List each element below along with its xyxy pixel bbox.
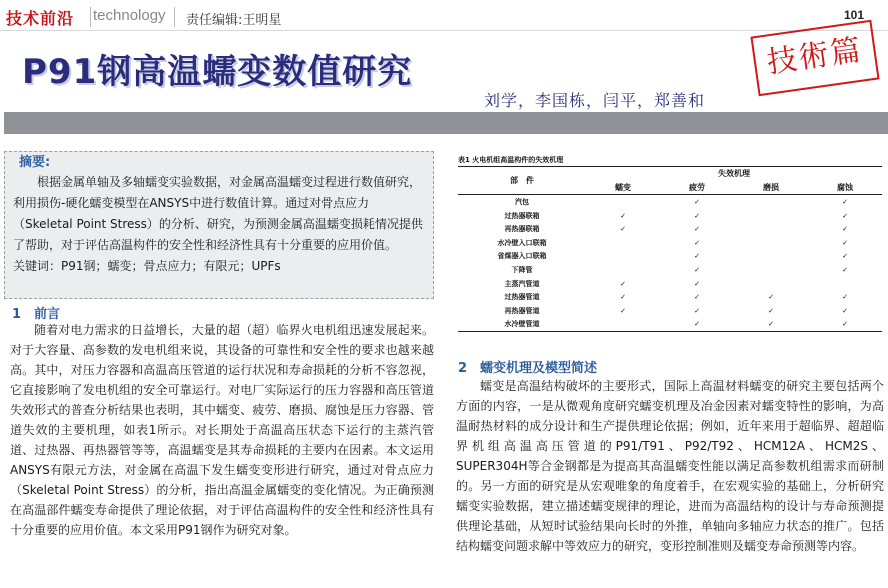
check-mark-icon: ✓ xyxy=(768,306,774,315)
check-mark-icon: ✓ xyxy=(620,279,626,288)
table-row xyxy=(458,277,882,291)
table-row xyxy=(458,304,882,318)
abstract-text: 根据金属单轴及多轴蠕变实验数据，对金属高温蠕变过程进行数值研究，利用损伤-硬化蠕变模型在ANSYS中进行数值计算。通过对骨点应力（Skeletal Point Stress）的分析、研究，为预测金属高温蠕变损耗情况提供了帮助，对于评估高温构件的安全性和经济性具有十分重要的应用价值。 xyxy=(13,175,423,252)
table-cell-part: 过热器管道 xyxy=(504,293,540,302)
check-mark-icon xyxy=(734,209,808,223)
table-row xyxy=(458,290,882,304)
table-header-mechanism: 蠕变 xyxy=(615,182,631,192)
check-mark-icon xyxy=(586,195,660,209)
article-title: P91钢高温蠕变数值研究 xyxy=(22,52,413,92)
table-cell-part: 水冷壁入口联箱 xyxy=(497,238,547,247)
title-band xyxy=(4,112,888,134)
check-mark-icon: ✓ xyxy=(694,211,700,220)
check-mark-icon xyxy=(586,263,660,277)
abstract-keywords: 关键词：P91钢；蠕变；骨点应力；有限元；UPFs xyxy=(13,259,281,273)
check-mark-icon: ✓ xyxy=(694,252,700,261)
page-number: 101 xyxy=(843,8,864,22)
check-mark-icon: ✓ xyxy=(842,238,848,247)
header-rule xyxy=(0,30,888,31)
table-row xyxy=(458,195,882,209)
check-mark-icon xyxy=(734,236,808,250)
check-mark-icon: ✓ xyxy=(620,306,626,315)
check-mark-icon: ✓ xyxy=(842,306,848,315)
check-mark-icon: ✓ xyxy=(694,238,700,247)
section-2-heading: 2 蠕变机理及模型简述 xyxy=(458,361,598,376)
table-cell-part: 省煤器入口联箱 xyxy=(497,252,547,261)
check-mark-icon xyxy=(734,195,808,209)
table-cell-part: 汽包 xyxy=(515,197,529,206)
section-2-text: 蠕变是高温结构破坏的主要形式，国际上高温材料蠕变的研究主要包括两个方面的内容，一是从微观角度研究蠕变机理及冶金因素对蠕变特性的影响，为高温耐热材料的成分设计和生产提供理论依据；例如，近年来用于超临界、超超临界机组高温高压管道的P91/T91、P92/T92、HCM12A、HCM2S、SUPER304H等合金钢都是为提高其高温蠕变性能以满足高参数机组需求而研制的。另一方面的研究是从宏观唯象的角度着手，在宏观实验的基础上，分析研究蠕变实验数据，建立描述蠕变规律的理论，进而为高温结构的设计与寿命预测提供理论基础，从短时试验结果向长时的外推，单轴向多轴应力状态的推广。包括结构蠕变问题求解中等效应力的研究，变形控制准则及蠕变寿命预测等内容。 xyxy=(456,379,884,553)
check-mark-icon: ✓ xyxy=(768,320,774,329)
check-mark-icon: ✓ xyxy=(842,211,848,220)
table-header-mechanism: 腐蚀 xyxy=(837,182,853,192)
failure-table xyxy=(458,166,882,332)
check-mark-icon xyxy=(734,277,808,291)
table-cell-part: 过热器联箱 xyxy=(504,211,540,220)
abstract-box xyxy=(4,151,434,299)
check-mark-icon: ✓ xyxy=(694,279,700,288)
check-mark-icon: ✓ xyxy=(842,293,848,302)
table-row xyxy=(458,318,882,332)
check-mark-icon xyxy=(586,318,660,332)
check-mark-icon: ✓ xyxy=(620,225,626,234)
check-mark-icon xyxy=(734,222,808,236)
check-mark-icon xyxy=(734,250,808,264)
section-1-text: 随着对电力需求的日益增长，大量的超（超）临界火电机组迅速发展起来。对于大容量、高参数的发电机组来说，其设备的可靠性和安全性的要求也越来越高。其中，对压力容器和高温高压管道的运行状况和寿命损耗的分析不容忽视，它直接影响了发电机组的安全可靠运行。对电厂实际运行的压力容器和高压管道失效形式的普查分析结果也表明，其中蠕变、疲劳、磨损、腐蚀是压力容器、管道失效的主要机理，如表1所示。对长期处于高温高压状态下运行的主蒸汽管道、过热器、再热器管等等，高温蠕变是其寿命损耗的主要内在因素。本文运用ANSYS有限元方法，对金属在高温下发生蠕变变形进行研究，通过对骨点应力（Skeletal Point Stress）的分析，指出高温金属蠕变的变化情况。为正确预测在高温部件蠕变寿命提供了理论依据，对于评估高温构件的安全性和经济性具有十分重要的应用价值。本文采用P91钢作为研究对象。 xyxy=(10,323,434,537)
section-label: technology xyxy=(93,7,166,24)
editor-credit: 责任编辑:王明星 xyxy=(186,13,282,28)
section-stamp: 技術篇 xyxy=(750,20,879,96)
check-mark-icon: ✓ xyxy=(620,293,626,302)
check-mark-icon: ✓ xyxy=(842,320,848,329)
table-row xyxy=(458,222,882,236)
abstract-heading: 摘要: xyxy=(19,155,51,170)
check-mark-icon: ✓ xyxy=(768,293,774,302)
check-mark-icon: ✓ xyxy=(842,252,848,261)
table-body xyxy=(458,195,882,332)
table-cell-part: 下降管 xyxy=(511,265,533,274)
header-divider xyxy=(174,7,175,27)
check-mark-icon xyxy=(734,263,808,277)
check-mark-icon xyxy=(586,236,660,250)
table-row xyxy=(458,209,882,223)
check-mark-icon: ✓ xyxy=(694,197,700,206)
table-header-mechanism: 磨损 xyxy=(763,182,779,192)
table-cell-part: 水冷壁管道 xyxy=(504,320,540,329)
check-mark-icon: ✓ xyxy=(842,197,848,206)
check-mark-icon xyxy=(808,277,882,291)
table-row xyxy=(458,263,882,277)
section-1-heading: 1 前言 xyxy=(12,307,61,322)
check-mark-icon: ✓ xyxy=(694,265,700,274)
table-row xyxy=(458,236,882,250)
table-cell-part: 再热器联箱 xyxy=(504,225,540,234)
article-authors: 刘学，李国栋，闫平，郑善和 xyxy=(484,91,706,110)
table-cell-part: 再热器管道 xyxy=(504,306,540,315)
check-mark-icon xyxy=(586,250,660,264)
brand-label: 技术前沿 xyxy=(6,9,75,28)
table-caption: 表1 火电机组高温构件的失效机理 xyxy=(458,156,564,164)
check-mark-icon: ✓ xyxy=(694,225,700,234)
table-header-group: 失效机理 xyxy=(718,169,750,179)
check-mark-icon: ✓ xyxy=(842,225,848,234)
check-mark-icon: ✓ xyxy=(842,265,848,274)
header-divider xyxy=(90,7,91,27)
table-cell-part: 主蒸汽管道 xyxy=(504,279,540,288)
table-header-part: 部 件 xyxy=(510,176,534,186)
check-mark-icon: ✓ xyxy=(694,320,700,329)
page-header xyxy=(0,0,888,36)
table-row xyxy=(458,250,882,264)
table-header-mechanism: 疲劳 xyxy=(689,182,705,192)
check-mark-icon: ✓ xyxy=(694,306,700,315)
check-mark-icon: ✓ xyxy=(694,293,700,302)
check-mark-icon: ✓ xyxy=(620,211,626,220)
